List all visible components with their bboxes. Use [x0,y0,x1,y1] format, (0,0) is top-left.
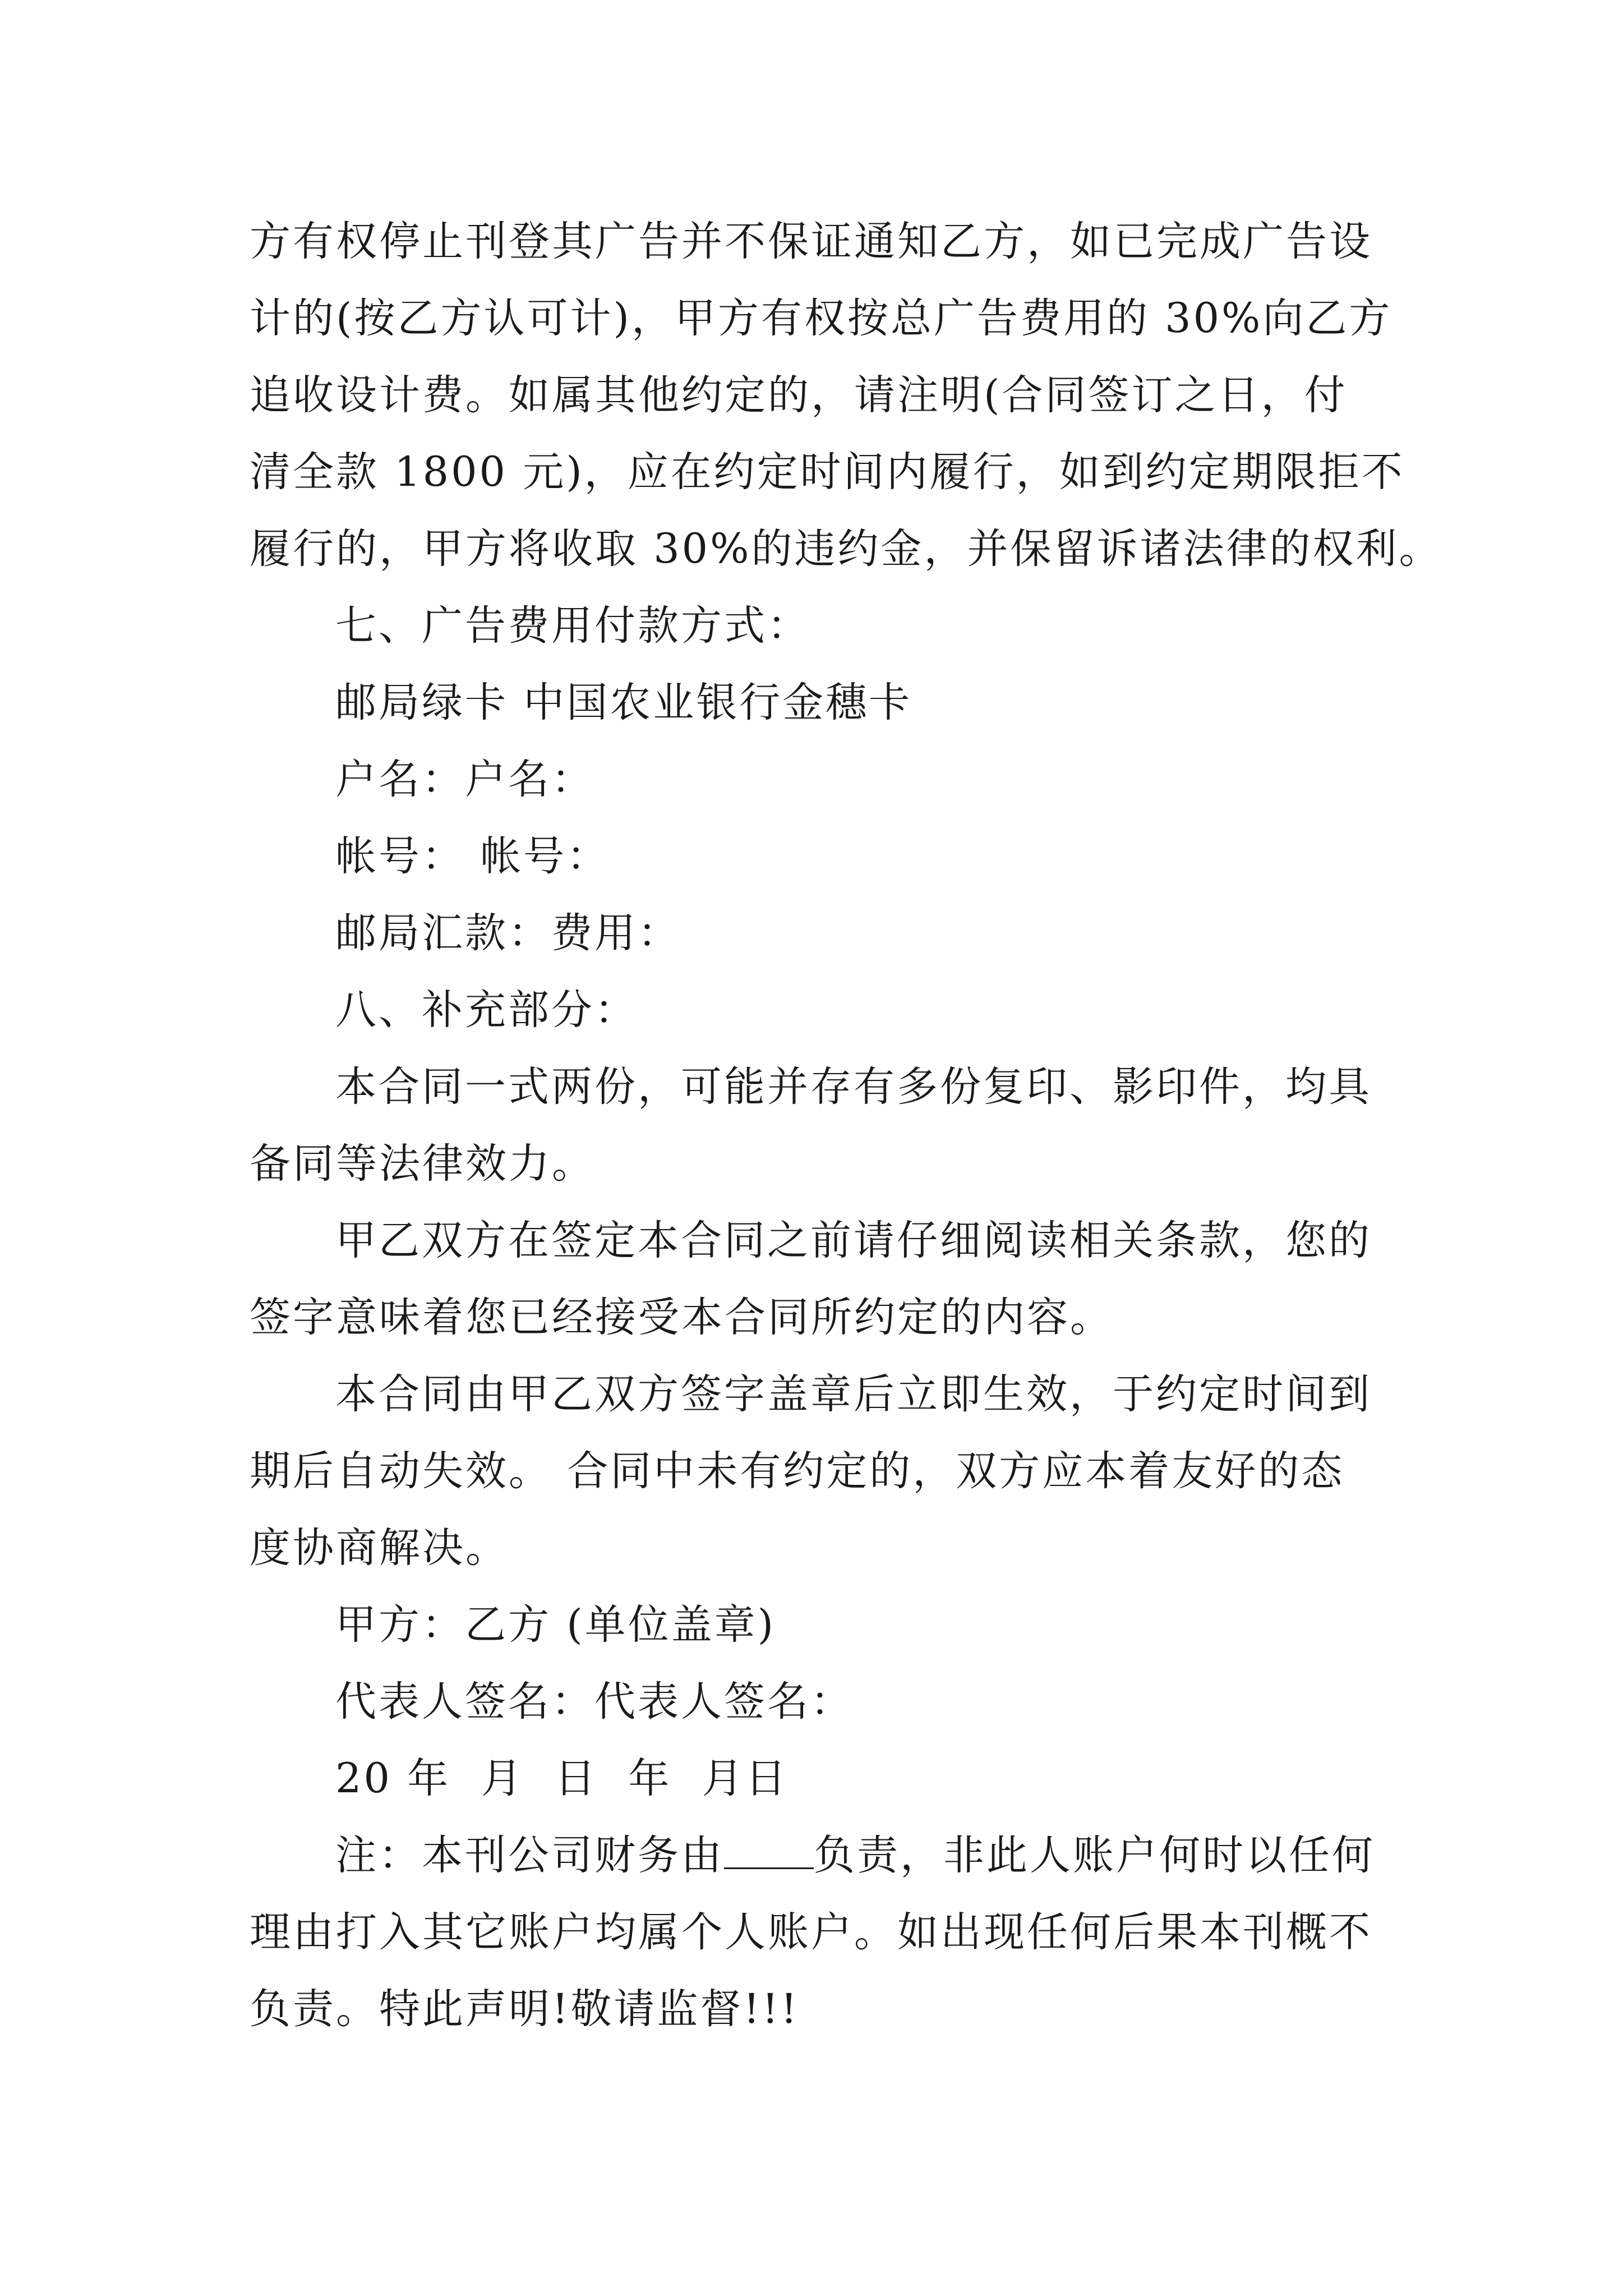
text-line: 邮局汇款：费用： [335,909,681,957]
text-line: 追收设计费。如属其他约定的，请注明(合同签订之日，付 [250,371,1348,419]
note-paragraph [250,1817,1394,2047]
note-text-before: 注：本刊公司财务由 [335,1832,724,1879]
paragraph-read-terms [250,1202,1394,1356]
text-line: 度协商解决。 [250,1524,509,1572]
text-line: 履行的，甲方将收取 30%的违约金，并保留诉诸法律的权利。 [250,525,1442,573]
paragraph-ad-termination [250,203,1442,587]
document-body [250,203,1442,2047]
text-line: 帐号： 帐号： [335,832,610,880]
responsible-person-blank [724,1834,814,1869]
section-heading-payment [250,587,1394,664]
note-text-after: 负责，非此人账户何时以任何 [814,1832,1375,1879]
text-line: 本合同由甲乙双方签字盖章后立即生效，于约定时间到 [335,1370,1372,1418]
text-line: 负责。特此声明!敬请监督!!! [250,1985,800,2033]
text-line: 八、补充部分： [335,986,638,1034]
text-line: 户名：户名： [335,756,594,803]
account-name-field [250,741,1394,818]
paragraph-effective [250,1356,1394,1586]
text-line: 期后自动失效。 合同中未有约定的，双方应本着友好的态 [250,1447,1345,1495]
account-number-field [250,818,1394,895]
text-line: 理由打入其它账户均属个人账户。如出现任何后果本刊概不 [250,1908,1372,1956]
text-line: 签字意味着您已经接受本合同所约定的内容。 [250,1294,1113,1341]
text-line: 七、广告费用付款方式： [335,602,810,650]
text-line: 方有权停止刊登其广告并不保证通知乙方，如已完成广告设 [250,218,1372,265]
note-line [250,1817,1394,1894]
postal-remittance-field [250,895,1394,972]
text-line: 20 年 月 日 年 月日 [335,1755,789,1802]
payment-methods [250,664,1394,741]
text-line: 甲乙双方在签定本合同之前请仔细阅读相关条款，您的 [335,1217,1372,1264]
section-heading-supplement [250,972,1394,1048]
text-line: 清全款 1800 元)，应在约定时间内履行，如到约定期限拒不 [250,448,1405,496]
signature-line [250,1663,1394,1740]
text-line: 本合同一式两份，可能并存有多份复印、影印件，均具 [335,1063,1372,1111]
paragraph-copies [250,1048,1394,1202]
text-line: 计的(按乙方认可计)，甲方有权按总广告费用的 30%向乙方 [250,295,1393,342]
text-line: 甲方：乙方 (单位盖章) [335,1601,776,1649]
parties-line [250,1586,1394,1663]
text-line: 备同等法律效力。 [250,1140,595,1188]
text-line: 代表人签名：代表人签名： [335,1678,854,1726]
text-line: 邮局绿卡 中国农业银行金穗卡 [335,679,912,726]
date-line [250,1740,1394,1817]
